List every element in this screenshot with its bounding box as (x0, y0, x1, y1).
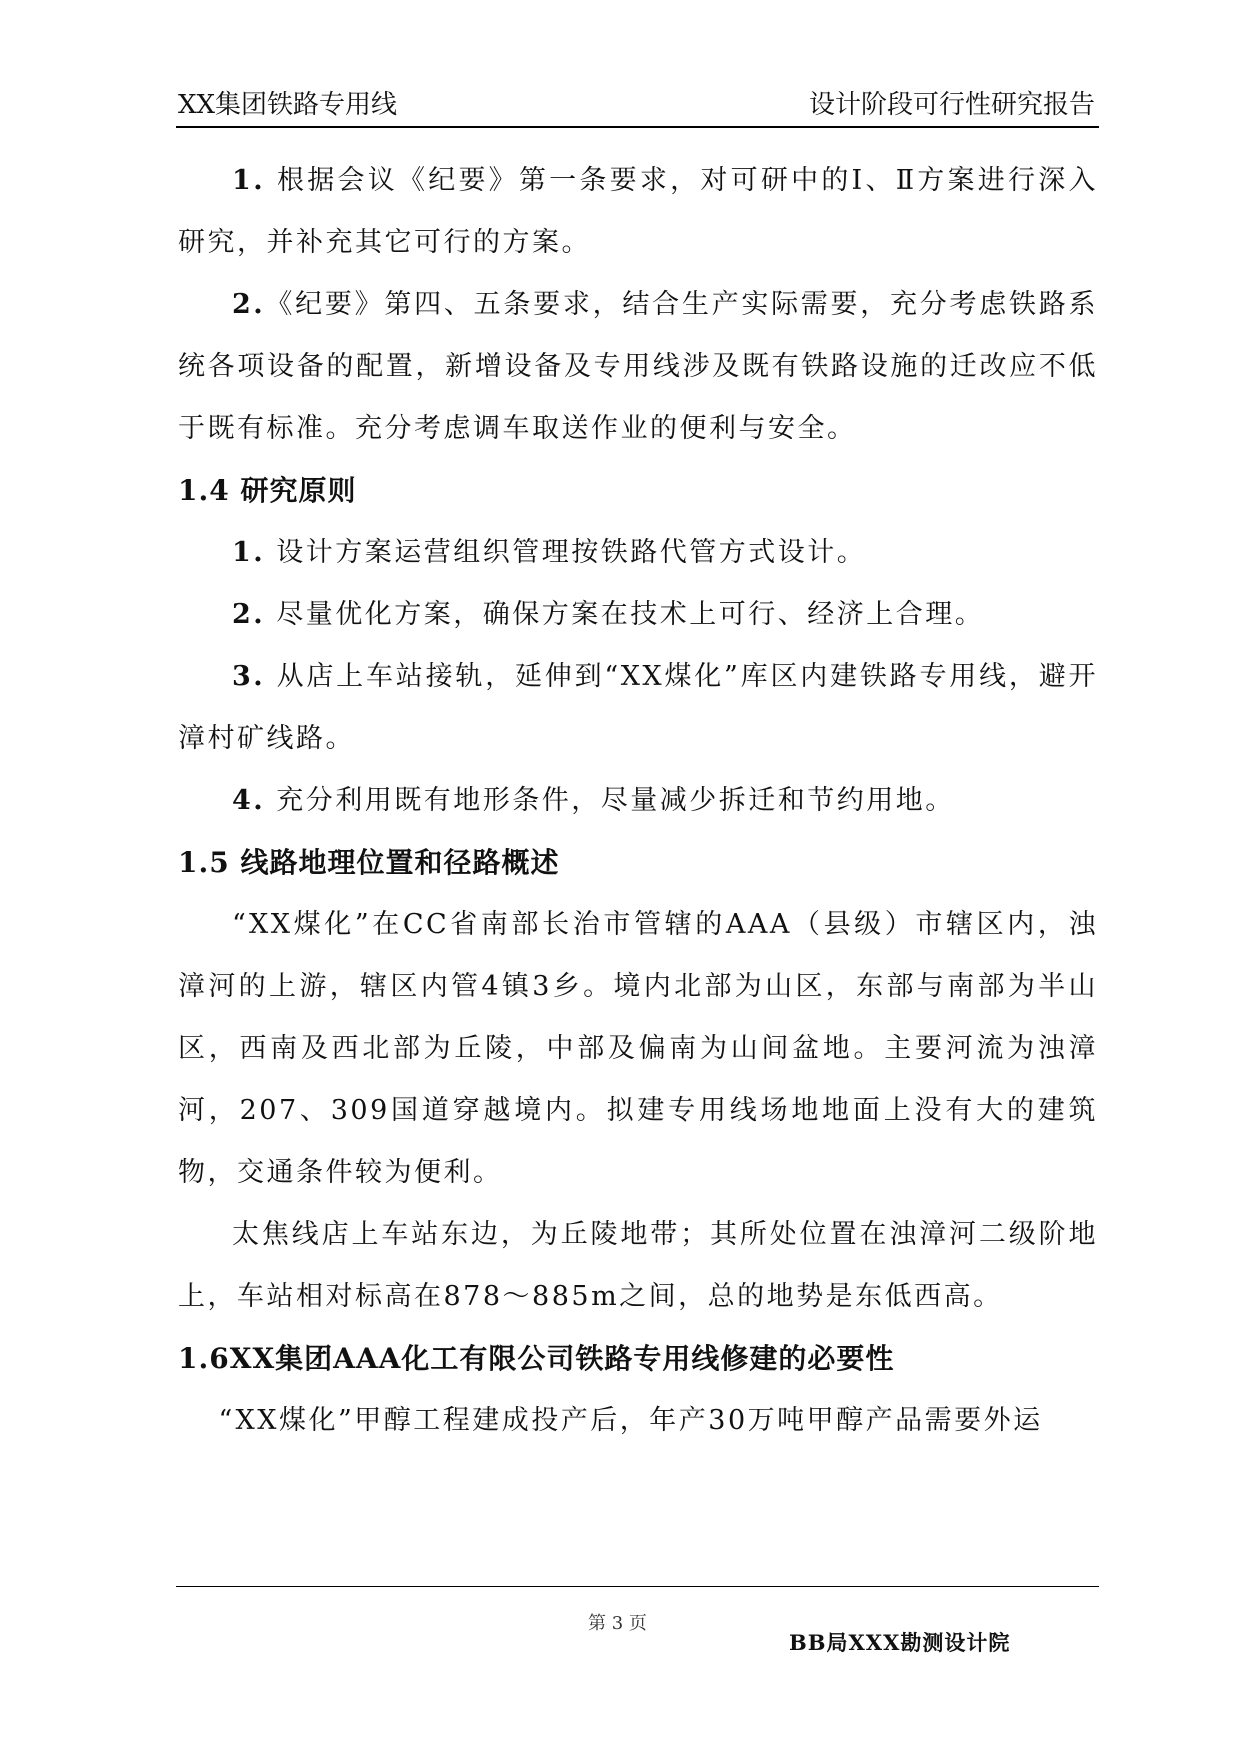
item-number: 2. (232, 599, 266, 630)
page-header (176, 88, 1099, 128)
paragraph-requirement-1 (178, 150, 1098, 274)
page-number: 第 3 页 (588, 1613, 647, 1634)
paragraph-text: 《纪要》第四、五条要求，结合生产实际需要，充分考虑铁路系统各项设备的配置，新增设备及专用线涉及既有铁路设施的迁改应不低于既有标准。充分考虑调车取送作业的便利与安全。 (178, 289, 1098, 444)
paragraph-text: 充分利用既有地形条件，尽量减少拆迁和节约用地。 (265, 785, 955, 816)
item-number: 4. (232, 785, 266, 816)
section-heading-1-4: 1.4 研究原则 (178, 474, 357, 507)
page-footer (176, 1586, 1099, 1687)
paragraph-text: 根据会议《纪要》第一条要求，对可研中的Ⅰ、Ⅱ方案进行深入研究，并补充其它可行的方案。 (178, 165, 1098, 258)
document-body (178, 150, 1098, 1452)
institute-name: BB局XXX勘测设计院 (789, 1630, 1011, 1655)
item-number: 2. (232, 289, 266, 320)
principle-item-2 (178, 584, 1098, 646)
item-number: 1. (232, 165, 266, 196)
principle-item-3 (178, 646, 1098, 770)
paragraph-text: 设计方案运营组织管理按铁路代管方式设计。 (265, 537, 867, 568)
paragraph-geography: “XX煤化”在CC省南部长治市管辖的AAA（县级）市辖区内，浊漳河的上游，辖区内管4镇3乡。境内北部为山区，东部与南部为半山区，西南及西北部为丘陵，中部及偏南为山间盆地。主要河流为浊漳河，207、309国道穿越境内。拟建专用线场地地面上没有大的建筑物，交通条件较为便利。 (178, 909, 1098, 1188)
section-heading-1-6: 1.6XX集团AAA化工有限公司铁路专用线修建的必要性 (178, 1342, 895, 1375)
paragraph-necessity: “XX煤化”甲醇工程建成投产后，年产30万吨甲醇产品需要外运 (218, 1405, 1043, 1436)
section-heading-1-5: 1.5 线路地理位置和径路概述 (178, 846, 560, 879)
header-report-title: 设计阶段可行性研究报告 (808, 90, 1095, 120)
header-project-title: XX集团铁路专用线 (178, 90, 398, 120)
item-number: 3. (232, 661, 266, 692)
item-number: 1. (232, 537, 266, 568)
principle-item-1 (178, 522, 1098, 584)
paragraph-text: 尽量优化方案，确保方案在技术上可行、经济上合理。 (265, 599, 985, 630)
paragraph-text: 从店上车站接轨，延伸到“XX煤化”库区内建铁路专用线，避开漳村矿线路。 (178, 661, 1098, 754)
paragraph-station-location: 太焦线店上车站东边，为丘陵地带；其所处位置在浊漳河二级阶地上，车站相对标高在878～885m之间，总的地势是东低西高。 (178, 1219, 1098, 1312)
principle-item-4 (178, 770, 1098, 832)
paragraph-requirement-2 (178, 274, 1098, 460)
